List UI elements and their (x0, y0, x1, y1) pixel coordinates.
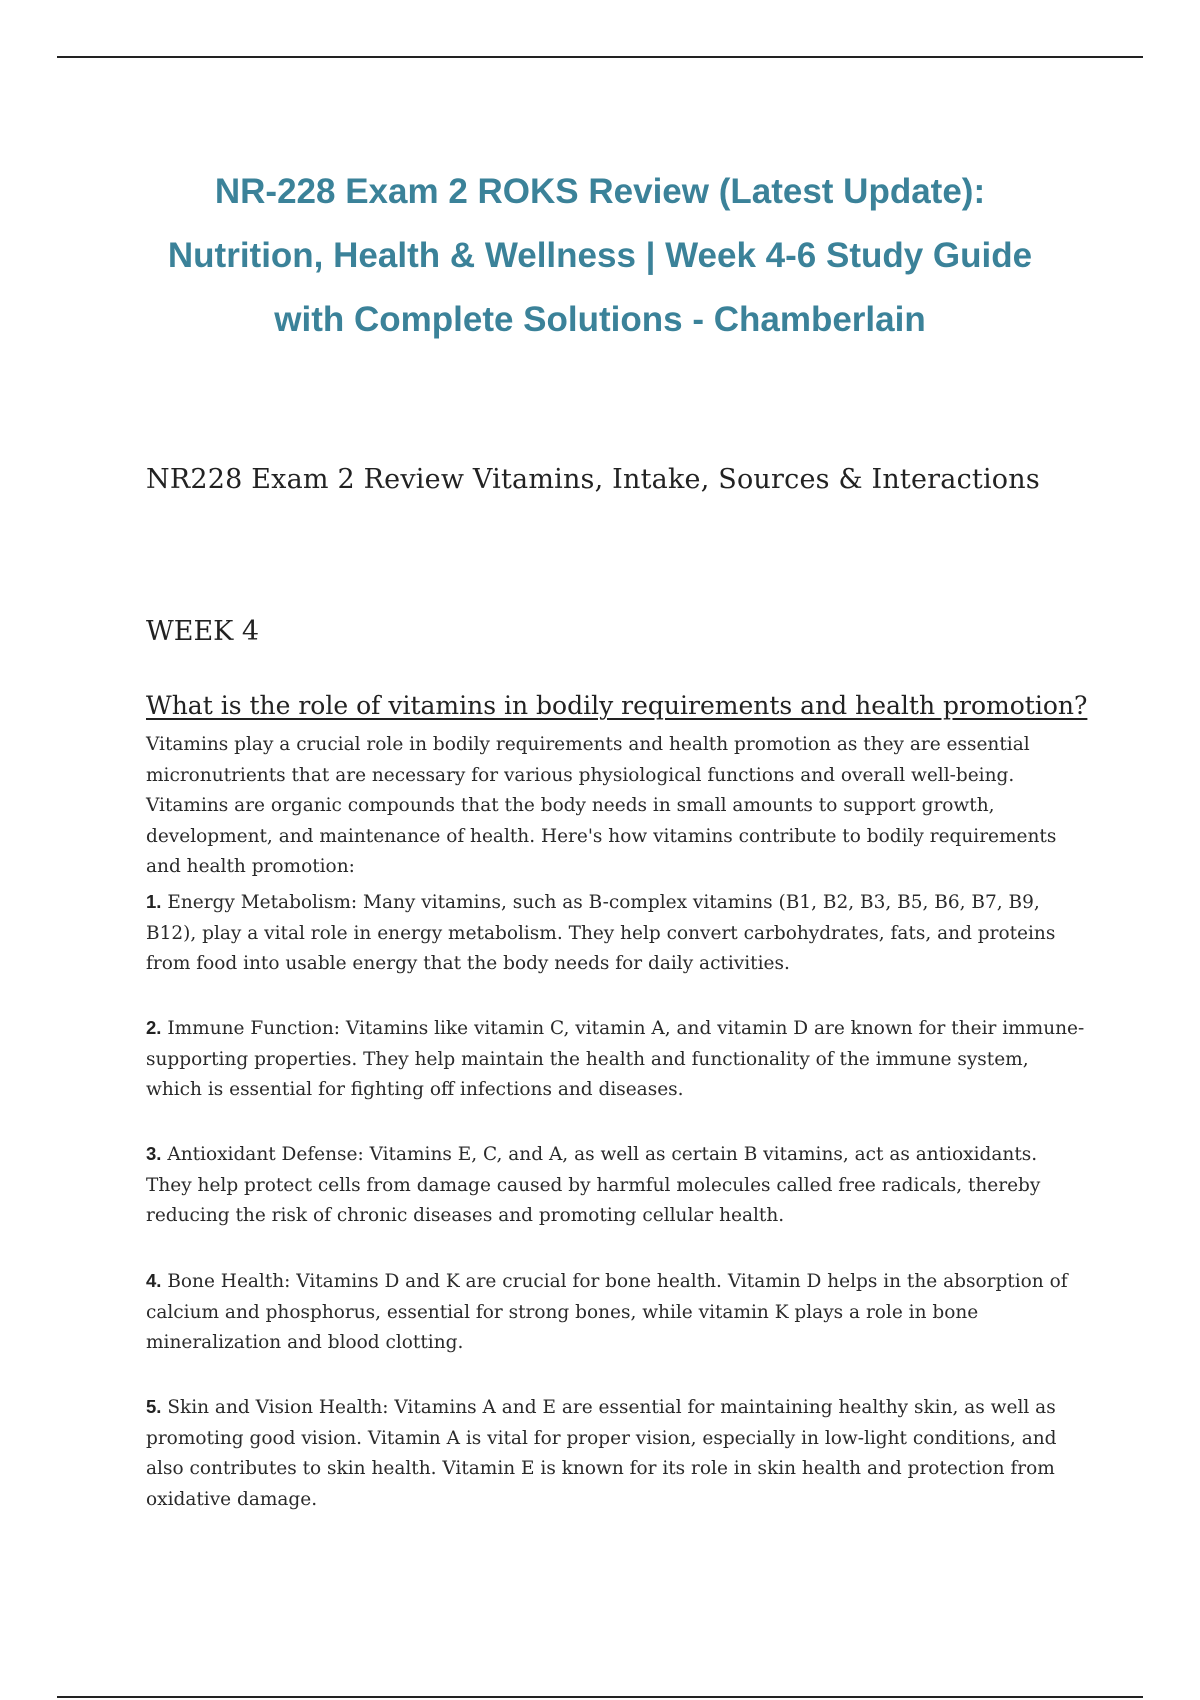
item-text: Bone Health: Vitamins D and K are crucial for bone health. Vitamin D helps in the absorption of calcium and phosphorus, essential for strong bones, while vitamin K plays a role in bone mineralization and blood clotting. (146, 1271, 1068, 1353)
list-item (146, 1392, 1086, 1515)
question-heading: What is the role of vitamins in bodily requirements and health promotion? (146, 691, 1088, 720)
item-number: 1. (146, 891, 162, 912)
list-item (146, 1139, 1086, 1232)
title-line-3: with Complete Solutions - Chamberlain (274, 300, 926, 339)
list-item (146, 1266, 1086, 1359)
item-text: Antioxidant Defense: Vitamins E, C, and A, as well as certain B vitamins, act as antioxidants. They help protect cells from damage caused by harmful molecules called free radicals, thereby reducing the risk of chronic diseases and promoting cellular health. (146, 1144, 1041, 1226)
item-text: Energy Metabolism: Many vitamins, such as B-complex vitamins (B1, B2, B3, B5, B6, B7, B9, B12), play a vital role in energy metabolism. They help convert carbohydrates, fats, and proteins from food into usable energy that the body needs for daily activities. (146, 892, 1056, 974)
title-line-1: NR-228 Exam 2 ROKS Review (Latest Update): (214, 172, 986, 211)
section-heading: NR228 Exam 2 Review Vitamins, Intake, Sources & Interactions (146, 464, 1040, 495)
list-item (146, 1013, 1086, 1106)
item-number: 3. (146, 1143, 162, 1164)
list-item (146, 887, 1086, 980)
top-rule (57, 56, 1143, 58)
item-number: 2. (146, 1017, 162, 1038)
item-number: 5. (146, 1396, 162, 1417)
item-text: Immune Function: Vitamins like vitamin C, vitamin A, and vitamin D are known for their immune- supporting properties. They help maintain the health and functionality of the immune system, which is essential for fighting off infections and diseases. (146, 1018, 1085, 1100)
item-number: 4. (146, 1270, 162, 1291)
document-title (100, 160, 1100, 352)
bottom-rule (57, 1696, 1143, 1698)
intro-paragraph: Vitamins play a crucial role in bodily requirements and health promotion as they are essential micronutrients that are necessary for various physiological functions and overall well-being. Vitamins are organic compounds that the body needs in small amounts to support growth, development, and maintenance of health. Here's how vitamins contribute to bodily requirements and health promotion: (146, 734, 1057, 877)
item-text: Skin and Vision Health: Vitamins A and E are essential for maintaining healthy skin, as well as promoting good vision. Vitamin A is vital for proper vision, especially in low-light conditions, and also contributes to skin health. Vitamin E is known for its role in skin health and protection from oxidative damage. (146, 1397, 1057, 1510)
week-heading: WEEK 4 (146, 616, 260, 647)
title-line-2: Nutrition, Health & Wellness | Week 4-6 Study Guide (167, 236, 1033, 275)
